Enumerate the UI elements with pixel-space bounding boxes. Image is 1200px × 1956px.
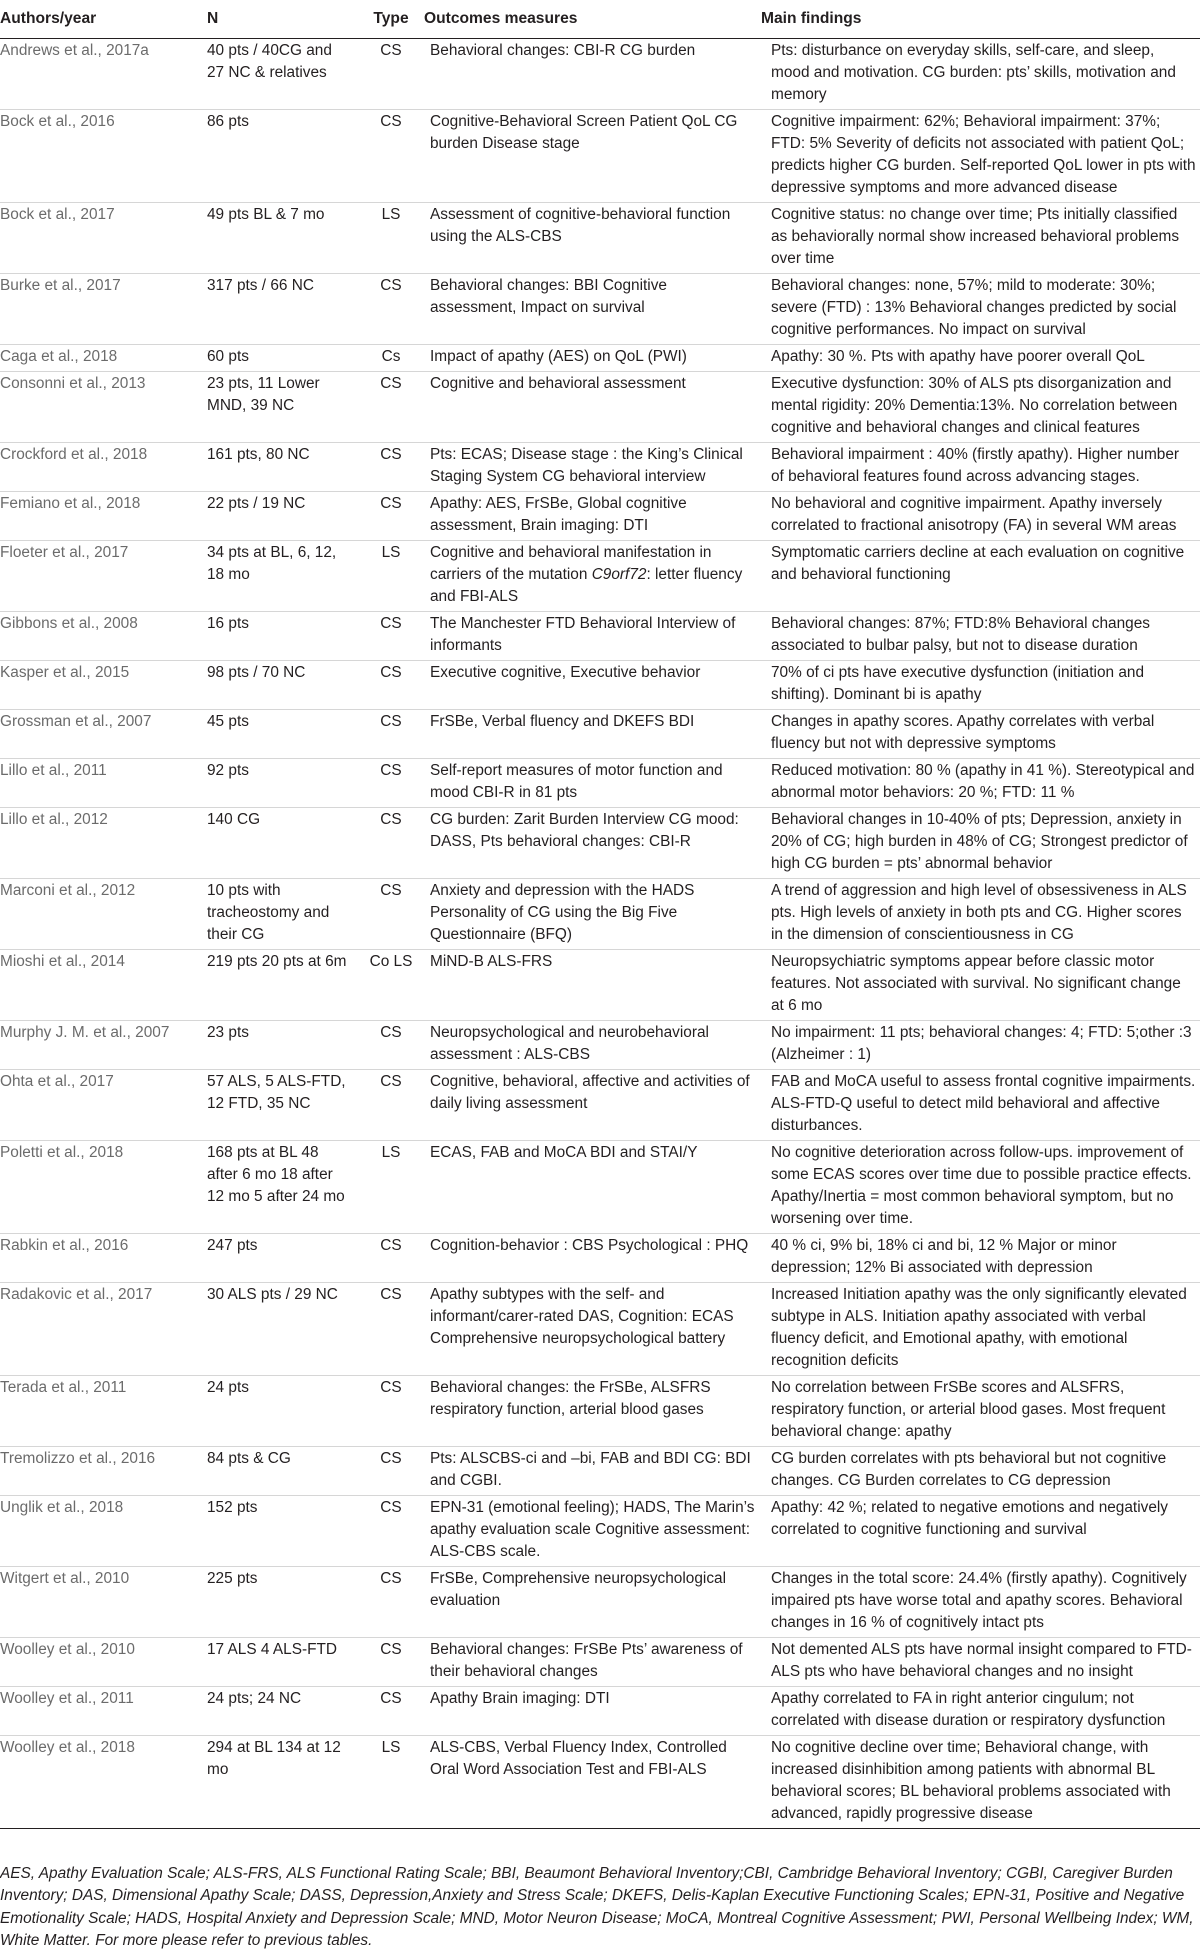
cell-outcomes xyxy=(424,274,761,345)
cell-outcomes xyxy=(424,1638,761,1687)
table-row xyxy=(0,541,1200,612)
cell-n: 84 pts & CG xyxy=(205,1447,358,1496)
table-header xyxy=(0,0,1200,39)
cell-outcomes xyxy=(424,1736,761,1829)
outcomes-text: Behavioral changes: BBI Cognitive assessment, Impact on survival xyxy=(430,277,667,316)
table-row xyxy=(0,110,1200,203)
cell-author: Radakovic et al., 2017 xyxy=(0,1283,205,1376)
cell-n: 247 pts xyxy=(205,1234,358,1283)
cell-type: CS xyxy=(358,1496,424,1567)
cell-outcomes xyxy=(424,612,761,661)
cell-outcomes xyxy=(424,443,761,492)
cell-findings: Executive dysfunction: 30% of ALS pts disorganization and mental rigidity: 20% Dementia:13%. No correlation between cognitive and behavioral changes and clinical features xyxy=(761,372,1200,443)
outcomes-text: Impact of apathy (AES) on QoL (PWI) xyxy=(430,348,687,365)
cell-author: Rabkin et al., 2016 xyxy=(0,1234,205,1283)
cell-n: 34 pts at BL, 6, 12, 18 mo xyxy=(205,541,358,612)
cell-findings: Apathy: 30 %. Pts with apathy have poorer overall QoL xyxy=(761,345,1200,372)
cell-author: Poletti et al., 2018 xyxy=(0,1141,205,1234)
table-body xyxy=(0,39,1200,1829)
cell-type: CS xyxy=(358,759,424,808)
cell-n: 168 pts at BL 48 after 6 mo 18 after 12 mo 5 after 24 mo xyxy=(205,1141,358,1234)
cell-outcomes xyxy=(424,492,761,541)
cell-outcomes xyxy=(424,661,761,710)
cell-findings: CG burden correlates with pts behavioral but not cognitive changes. CG Burden correlates to CG depression xyxy=(761,1447,1200,1496)
cell-author: Woolley et al., 2011 xyxy=(0,1687,205,1736)
cell-author: Unglik et al., 2018 xyxy=(0,1496,205,1567)
cell-findings: No cognitive decline over time; Behavioral change, with increased disinhibition among patients with abnormal BL behavioral scores; BL behavioral problems associated with advanced, rapidly progressive disease xyxy=(761,1736,1200,1829)
cell-n: 92 pts xyxy=(205,759,358,808)
cell-n: 23 pts, 11 Lower MND, 39 NC xyxy=(205,372,358,443)
cell-type: CS xyxy=(358,710,424,759)
cell-findings: FAB and MoCA useful to assess frontal cognitive impairments. ALS-FTD-Q useful to detect mild behavioral and affective disturbances. xyxy=(761,1070,1200,1141)
table-row xyxy=(0,39,1200,110)
outcomes-text: Behavioral changes: the FrSBe, ALSFRS respiratory function, arterial blood gases xyxy=(430,1379,711,1418)
table-row xyxy=(0,1376,1200,1447)
cell-author: Witgert et al., 2010 xyxy=(0,1567,205,1638)
table-row xyxy=(0,443,1200,492)
cell-outcomes xyxy=(424,203,761,274)
cell-n: 10 pts with tracheostomy and their CG xyxy=(205,879,358,950)
cell-findings: Changes in apathy scores. Apathy correlates with verbal fluency but not with depressive symptoms xyxy=(761,710,1200,759)
cell-type: CS xyxy=(358,1687,424,1736)
cell-outcomes xyxy=(424,759,761,808)
table-row xyxy=(0,879,1200,950)
cell-outcomes xyxy=(424,1234,761,1283)
table-row xyxy=(0,1283,1200,1376)
cell-outcomes xyxy=(424,1687,761,1736)
cell-type: CS xyxy=(358,1447,424,1496)
cell-n: 317 pts / 66 NC xyxy=(205,274,358,345)
header-type: Type xyxy=(358,0,424,39)
table-row xyxy=(0,492,1200,541)
cell-findings: Neuropsychiatric symptoms appear before classic motor features. Not associated with survival. No significant change at 6 mo xyxy=(761,950,1200,1021)
cell-outcomes xyxy=(424,808,761,879)
outcomes-text: ALS-CBS, Verbal Fluency Index, Controlled Oral Word Association Test and FBI-ALS xyxy=(430,1739,727,1778)
table-row xyxy=(0,1021,1200,1070)
cell-findings: 40 % ci, 9% bi, 18% ci and bi, 12 % Major or minor depression; 12% Bi associated with depression xyxy=(761,1234,1200,1283)
table-row xyxy=(0,203,1200,274)
cell-type: CS xyxy=(358,274,424,345)
table-row xyxy=(0,1736,1200,1829)
cell-n: 49 pts BL & 7 mo xyxy=(205,203,358,274)
outcomes-text: CG burden: Zarit Burden Interview CG mood: DASS, Pts behavioral changes: CBI-R xyxy=(430,811,739,850)
cell-outcomes xyxy=(424,1070,761,1141)
cell-type: CS xyxy=(358,1021,424,1070)
cell-type: CS xyxy=(358,1234,424,1283)
cell-findings: No cognitive deterioration across follow-ups. improvement of some ECAS scores over time due to possible practice effects. Apathy/Inertia = most common behavioral symptom, but no worsening over time. xyxy=(761,1141,1200,1234)
table-row xyxy=(0,1687,1200,1736)
cell-outcomes xyxy=(424,710,761,759)
cell-type: Cs xyxy=(358,345,424,372)
outcomes-text: Anxiety and depression with the HADS Personality of CG using the Big Five Questionnaire (BFQ) xyxy=(430,882,695,943)
cell-author: Caga et al., 2018 xyxy=(0,345,205,372)
table-row xyxy=(0,808,1200,879)
cell-author: Woolley et al., 2010 xyxy=(0,1638,205,1687)
cell-author: Lillo et al., 2011 xyxy=(0,759,205,808)
cell-outcomes xyxy=(424,950,761,1021)
cell-findings: Cognitive impairment: 62%; Behavioral impairment: 37%; FTD: 5% Severity of deficits not associated with patient QoL; predicts higher CG burden. Self-reported QoL lower in pts with depressive symptoms and more advanced disease xyxy=(761,110,1200,203)
cell-author: Femiano et al., 2018 xyxy=(0,492,205,541)
outcomes-text: Behavioral changes: CBI-R CG burden xyxy=(430,42,696,59)
cell-findings: Behavioral changes: 87%; FTD:8% Behavioral changes associated to bulbar palsy, but not to disease duration xyxy=(761,612,1200,661)
cell-outcomes xyxy=(424,879,761,950)
cell-type: CS xyxy=(358,1283,424,1376)
header-findings: Main findings xyxy=(761,0,1200,39)
cell-author: Floeter et al., 2017 xyxy=(0,541,205,612)
cell-type: Co LS xyxy=(358,950,424,1021)
table-row xyxy=(0,1141,1200,1234)
cell-outcomes xyxy=(424,372,761,443)
outcomes-text: Pts: ALSCBS-ci and –bi, FAB and BDI CG: BDI and CGBI. xyxy=(430,1450,751,1489)
outcomes-text: MiND-B ALS-FRS xyxy=(430,953,553,970)
cell-type: CS xyxy=(358,372,424,443)
cell-outcomes xyxy=(424,541,761,612)
cell-n: 161 pts, 80 NC xyxy=(205,443,358,492)
outcomes-text: Cognitive and behavioral manifestation in carriers of the mutation xyxy=(430,544,712,583)
table-row xyxy=(0,1234,1200,1283)
outcomes-text: FrSBe, Comprehensive neuropsychological evaluation xyxy=(430,1570,726,1609)
outcomes-text: The Manchester FTD Behavioral Interview of informants xyxy=(430,615,736,654)
table-row xyxy=(0,759,1200,808)
cell-outcomes xyxy=(424,1283,761,1376)
cell-n: 219 pts 20 pts at 6m xyxy=(205,950,358,1021)
cell-outcomes xyxy=(424,39,761,110)
cell-author: Grossman et al., 2007 xyxy=(0,710,205,759)
cell-type: CS xyxy=(358,879,424,950)
outcomes-text: Behavioral changes: FrSBe Pts’ awareness of their behavioral changes xyxy=(430,1641,743,1680)
cell-findings: Pts: disturbance on everyday skills, self-care, and sleep, mood and motivation. CG burden: pts’ skills, motivation and memory xyxy=(761,39,1200,110)
cell-findings: No correlation between FrSBe scores and ALSFRS, respiratory function, or arterial blood gases. Most frequent behavioral change: apathy xyxy=(761,1376,1200,1447)
outcomes-text: FrSBe, Verbal fluency and DKEFS BDI xyxy=(430,713,695,730)
cell-findings: Apathy correlated to FA in right anterior cingulum; not correlated with disease duration or respiratory dysfunction xyxy=(761,1687,1200,1736)
cell-findings: Apathy: 42 %; related to negative emotions and negatively correlated to cognitive functioning and survival xyxy=(761,1496,1200,1567)
cell-author: Woolley et al., 2018 xyxy=(0,1736,205,1829)
cell-findings: Changes in the total score: 24.4% (firstly apathy). Cognitively impaired pts have worse total and apathy scores. Behavioral changes in 16 % of cognitively intact pts xyxy=(761,1567,1200,1638)
cell-findings: Behavioral changes: none, 57%; mild to moderate: 30%; severe (FTD) : 13% Behavioral changes predicted by social cognitive performances. No impact on survival xyxy=(761,274,1200,345)
outcomes-text: Cognition-behavior : CBS Psychological : PHQ xyxy=(430,1237,749,1254)
cell-n: 22 pts / 19 NC xyxy=(205,492,358,541)
cell-author: Terada et al., 2011 xyxy=(0,1376,205,1447)
cell-outcomes xyxy=(424,1376,761,1447)
table-row xyxy=(0,1567,1200,1638)
cell-type: CS xyxy=(358,661,424,710)
cell-type: LS xyxy=(358,541,424,612)
outcomes-text: Pts: ECAS; Disease stage : the King’s Clinical Staging System CG behavioral interview xyxy=(430,446,743,485)
cell-findings: A trend of aggression and high level of obsessiveness in ALS pts. High levels of anxiety in both pts and CG. Higher scores in the dimension of conscientiousness in CG xyxy=(761,879,1200,950)
cell-author: Ohta et al., 2017 xyxy=(0,1070,205,1141)
cell-n: 16 pts xyxy=(205,612,358,661)
cell-type: CS xyxy=(358,1638,424,1687)
outcomes-text: ECAS, FAB and MoCA BDI and STAI/Y xyxy=(430,1144,698,1161)
cell-type: LS xyxy=(358,203,424,274)
cell-findings: 70% of ci pts have executive dysfunction (initiation and shifting). Dominant bi is apathy xyxy=(761,661,1200,710)
cell-type: CS xyxy=(358,39,424,110)
cell-n: 57 ALS, 5 ALS-FTD, 12 FTD, 35 NC xyxy=(205,1070,358,1141)
cell-n: 24 pts xyxy=(205,1376,358,1447)
cell-n: 152 pts xyxy=(205,1496,358,1567)
cell-findings: Cognitive status: no change over time; Pts initially classified as behaviorally normal show increased behavioral problems over time xyxy=(761,203,1200,274)
cell-author: Gibbons et al., 2008 xyxy=(0,612,205,661)
cell-author: Lillo et al., 2012 xyxy=(0,808,205,879)
cell-outcomes xyxy=(424,345,761,372)
table-footnote: AES, Apathy Evaluation Scale; ALS-FRS, ALS Functional Rating Scale; BBI, Beaumont Behavioral Inventory;CBI, Cambridge Behavioral Inventory; CGBI, Caregiver Burden Inventory; DAS, Dimensional Apathy Scale; DASS, Depression,Anxiety and Stress Scale; DKEFS, Delis-Kaplan Executive Functioning Scales; EPN-31, Positive and Negative Emotionality Scale; HADS, Hospital Anxiety and Depression Scale; MND, Motor Neuron Disease; MoCA, Montreal Cognitive Assessment; PWI, Personal Wellbeing Index; WM, White Matter. For more please refer to previous tables. xyxy=(0,1865,1194,1950)
cell-type: CS xyxy=(358,808,424,879)
cell-outcomes xyxy=(424,1447,761,1496)
outcomes-text: Self-report measures of motor function and mood CBI-R in 81 pts xyxy=(430,762,723,801)
cell-n: 60 pts xyxy=(205,345,358,372)
table-row xyxy=(0,274,1200,345)
table-row xyxy=(0,1070,1200,1141)
cell-findings: Increased Initiation apathy was the only significantly elevated subtype in ALS. Initiation apathy associated with verbal fluency deficit, and Emotional apathy, with emotional recognition deficits xyxy=(761,1283,1200,1376)
cell-n: 225 pts xyxy=(205,1567,358,1638)
cell-author: Burke et al., 2017 xyxy=(0,274,205,345)
cell-author: Marconi et al., 2012 xyxy=(0,879,205,950)
table-row xyxy=(0,612,1200,661)
cell-n: 140 CG xyxy=(205,808,358,879)
cell-author: Murphy J. M. et al., 2007 xyxy=(0,1021,205,1070)
table-row xyxy=(0,661,1200,710)
cell-outcomes xyxy=(424,1567,761,1638)
cell-n: 98 pts / 70 NC xyxy=(205,661,358,710)
cell-author: Consonni et al., 2013 xyxy=(0,372,205,443)
outcomes-text: Cognitive and behavioral assessment xyxy=(430,375,686,392)
cell-n: 30 ALS pts / 29 NC xyxy=(205,1283,358,1376)
table-row xyxy=(0,710,1200,759)
outcomes-text: Cognitive-Behavioral Screen Patient QoL CG burden Disease stage xyxy=(430,113,738,152)
outcomes-text: Apathy subtypes with the self- and informant/carer-rated DAS, Cognition: ECAS Comprehensive neuropsychological battery xyxy=(430,1286,734,1347)
cell-author: Crockford et al., 2018 xyxy=(0,443,205,492)
cell-author: Andrews et al., 2017a xyxy=(0,39,205,110)
cell-n: 294 at BL 134 at 12 mo xyxy=(205,1736,358,1829)
table-row xyxy=(0,1496,1200,1567)
cell-findings: Behavioral changes in 10-40% of pts; Depression, anxiety in 20% of CG; high burden in 48% of CG; Strongest predictor of high CG burden = pts’ abnormal behavior xyxy=(761,808,1200,879)
header-n: N xyxy=(205,0,358,39)
cell-type: CS xyxy=(358,1567,424,1638)
cell-author: Tremolizzo et al., 2016 xyxy=(0,1447,205,1496)
table-row xyxy=(0,1447,1200,1496)
cell-author: Bock et al., 2017 xyxy=(0,203,205,274)
outcomes-text: Apathy: AES, FrSBe, Global cognitive assessment, Brain imaging: DTI xyxy=(430,495,687,534)
cell-n: 24 pts; 24 NC xyxy=(205,1687,358,1736)
cell-type: CS xyxy=(358,1070,424,1141)
cell-type: CS xyxy=(358,110,424,203)
header-outcomes: Outcomes measures xyxy=(424,0,761,39)
cell-type: LS xyxy=(358,1141,424,1234)
cell-findings: Behavioral impairment : 40% (firstly apathy). Higher number of behavioral features found across advancing stages. xyxy=(761,443,1200,492)
cell-outcomes xyxy=(424,110,761,203)
cell-findings: No impairment: 11 pts; behavioral changes: 4; FTD: 5;other :3 (Alzheimer : 1) xyxy=(761,1021,1200,1070)
header-row xyxy=(0,0,1200,39)
outcomes-text: Assessment of cognitive-behavioral function using the ALS-CBS xyxy=(430,206,731,245)
cell-n: 45 pts xyxy=(205,710,358,759)
cell-author: Mioshi et al., 2014 xyxy=(0,950,205,1021)
table-row xyxy=(0,345,1200,372)
cell-n: 86 pts xyxy=(205,110,358,203)
outcomes-gene: C9orf72 xyxy=(591,566,647,583)
cell-findings: Symptomatic carriers decline at each evaluation on cognitive and behavioral functioning xyxy=(761,541,1200,612)
cell-n: 23 pts xyxy=(205,1021,358,1070)
cell-n: 40 pts / 40CG and 27 NC & relatives xyxy=(205,39,358,110)
cell-outcomes xyxy=(424,1141,761,1234)
cell-type: CS xyxy=(358,1376,424,1447)
cell-outcomes xyxy=(424,1496,761,1567)
table-row xyxy=(0,1638,1200,1687)
cell-type: LS xyxy=(358,1736,424,1829)
cell-author: Kasper et al., 2015 xyxy=(0,661,205,710)
cell-author: Bock et al., 2016 xyxy=(0,110,205,203)
outcomes-text: Executive cognitive, Executive behavior xyxy=(430,664,701,681)
outcomes-text: EPN-31 (emotional feeling); HADS, The Marin’s apathy evaluation scale Cognitive assessment: ALS-CBS scale. xyxy=(430,1499,755,1560)
cell-type: CS xyxy=(358,443,424,492)
cell-type: CS xyxy=(358,612,424,661)
outcomes-tail: : letter fluency and FBI-ALS xyxy=(430,566,743,605)
cell-outcomes xyxy=(424,1021,761,1070)
cell-type: CS xyxy=(358,492,424,541)
table-row xyxy=(0,372,1200,443)
cell-findings: Reduced motivation: 80 % (apathy in 41 %). Stereotypical and abnormal motor behaviors: 20 %; FTD: 11 % xyxy=(761,759,1200,808)
table-row xyxy=(0,950,1200,1021)
outcomes-text: Neuropsychological and neurobehavioral assessment : ALS-CBS xyxy=(430,1024,709,1063)
outcomes-text: Cognitive, behavioral, affective and activities of daily living assessment xyxy=(430,1073,750,1112)
cell-n: 17 ALS 4 ALS-FTD xyxy=(205,1638,358,1687)
cell-findings: No behavioral and cognitive impairment. Apathy inversely correlated to fractional anisotropy (FA) in several WM areas xyxy=(761,492,1200,541)
header-authors: Authors/year xyxy=(0,0,205,39)
cell-findings: Not demented ALS pts have normal insight compared to FTD-ALS pts who have behavioral changes and no insight xyxy=(761,1638,1200,1687)
outcomes-text: Apathy Brain imaging: DTI xyxy=(430,1690,610,1707)
